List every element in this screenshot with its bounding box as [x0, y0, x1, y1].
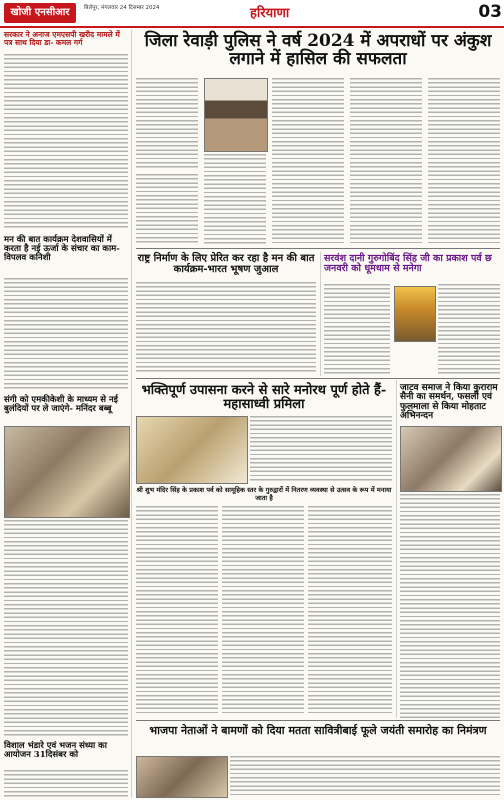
- samaj-photo: [400, 426, 502, 492]
- story-c-headline: भक्तिपूर्ण उपासना करने से सारे मनोरथ पूर्ण होते हैं-महासाध्वी प्रमिला: [141, 383, 387, 412]
- lead-body-col1b: [136, 174, 198, 244]
- sadhvi-photo: [136, 416, 248, 484]
- page-number: 03: [478, 2, 502, 22]
- column-divider: [131, 30, 132, 798]
- left-story1-body: [4, 54, 128, 230]
- lead-headline: जिला रेवाड़ी पुलिस ने वर्ष 2024 में अपराधों पर अंकुश लगाने में हासिल की सफलता: [144, 31, 492, 69]
- newspaper-logo: खोजी एनसीआर: [4, 3, 76, 23]
- lead-body-col5: [428, 78, 500, 244]
- left-photo-gathering: [4, 426, 130, 518]
- left-story4-headline: विशाल भंडारे एवं भजन संध्या का आयोजन 31दिसंबर को: [4, 741, 107, 760]
- story-a-body: [136, 282, 316, 374]
- divider: [136, 378, 500, 379]
- lead-body-col4: [350, 78, 422, 244]
- story-c-body3: [222, 506, 304, 716]
- story-c-body4: [308, 506, 392, 716]
- left-story2-body: [4, 278, 128, 390]
- left-story4-body: [4, 770, 128, 798]
- left-story2-headline: मन की बात कार्यक्रम देशवासियों में करता है नई ऊर्जा के संचार का काम-विपलव कनिशी: [4, 235, 120, 263]
- bjp-photo: [136, 756, 228, 798]
- left-story3-headline: संगी को एमकीकेशी के माध्यम से नई बुलंदियों पर ले जाएंगे- मनिंदर बब्बू: [4, 395, 118, 414]
- lead-photo-officer: [204, 78, 268, 152]
- lead-body-col3: [272, 78, 344, 244]
- column-divider: [396, 380, 397, 718]
- divider: [136, 248, 500, 249]
- story-b-body2: [438, 284, 500, 376]
- left-story1-headline: सरकार ने अनाज एमएसपी खरीद मामले में पत्र साथ दिया डा- कमल गर्ग: [4, 30, 120, 47]
- story-c-body: [250, 416, 392, 482]
- story-c-body2: [136, 506, 218, 716]
- story-a-headline: राष्ट्र निर्माण के लिए प्रेरित कर रहा है मन की बात कार्यक्रम-भारत भूषण जुआल: [137, 253, 315, 275]
- section-title: हरियाणा: [250, 6, 290, 21]
- story-b-body: [324, 284, 390, 376]
- lead-body-col1: [136, 78, 198, 168]
- guru-portrait: [394, 286, 436, 342]
- story-b-headline: सरवंश दानी गुरुगोबिंद सिंह जी का प्रकाश पर्व छ जनवरी को धूमधाम से मनेगा: [324, 253, 492, 274]
- story-d-body: [400, 494, 500, 718]
- story-e-headline: भाजपा नेताओं ने बामणों को दिया मतता सावित्रीबाई फूले जयंती समारोह का निमंत्रण: [149, 724, 487, 737]
- date-line: बिलेपुर, मंगलवार 24 दिसम्बर 2024: [84, 5, 160, 11]
- lead-body-col2: [204, 154, 266, 244]
- story-c-subheadline: श्री शुभ मंदिर सिंह के प्रकाश पर्व को सामूहिक स्तर के गुरुद्वारों में नितरण व्यवस्था से उत्सव के रूप में मनाया जाता है: [136, 486, 392, 502]
- column-divider: [320, 252, 321, 376]
- story-e-body: [230, 756, 500, 796]
- divider: [136, 720, 500, 721]
- story-d-headline: जाटव समाज ने किया कुराराम सैनी का समर्थन, फसली एवं फुलमाला से किया मोहताट अभिनन्दन: [400, 383, 498, 422]
- left-story3-body: [4, 520, 128, 738]
